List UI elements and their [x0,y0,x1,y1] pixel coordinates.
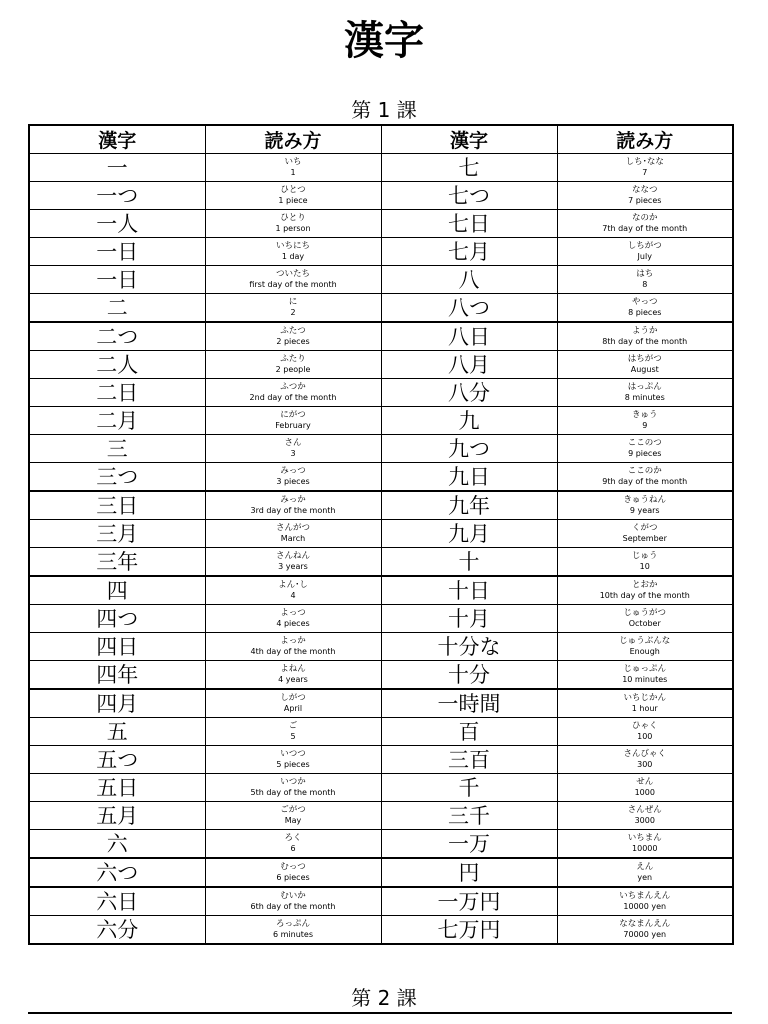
kanji-cell-right: 九 [381,407,557,435]
reading-cell-right [557,689,733,718]
kanji-cell-right: 九つ [381,435,557,463]
kanji-cell-left: 六分 [29,916,205,945]
reading-cell-right [557,154,733,182]
lesson-1-title: 第 1 課 [351,98,417,122]
reading-meaning: 9 years [629,506,660,515]
lesson-2-table-top-border [28,1012,732,1014]
table-row [29,661,733,690]
reading-meaning: 3 years [278,562,308,571]
table-row [29,802,733,830]
kanji-cell-left: 三年 [29,548,205,577]
reading-cell-right [557,520,733,548]
table-row [29,182,733,210]
reading-kana: ふたり [280,354,306,364]
reading-cell-left [205,887,381,916]
reading-cell-right [557,605,733,633]
reading-meaning: 5 [290,732,296,741]
reading-cell-left [205,605,381,633]
kanji-cell-left: 一人 [29,210,205,238]
reading-cell-left [205,238,381,266]
reading-meaning: 6 [290,844,296,853]
reading-kana: さんびゃく [623,749,666,759]
kanji-cell-left: 三月 [29,520,205,548]
kanji-cell-right: 百 [381,718,557,746]
reading-cell-left [205,802,381,830]
reading-cell-right [557,379,733,407]
reading-kana: むっつ [280,862,306,872]
reading-kana: とおか [631,580,658,590]
reading-kana: いちじかん [623,693,666,703]
reading-meaning: 6 pieces [276,873,310,882]
kanji-cell-right: 八日 [381,322,557,351]
table-row [29,294,733,323]
reading-meaning: May [284,816,302,825]
reading-meaning: 4 [290,591,296,600]
reading-meaning: 8 pieces [628,308,662,317]
reading-cell-left [205,154,381,182]
reading-cell-right [557,887,733,916]
reading-cell-right [557,774,733,802]
header-reading-right: 読み方 [557,125,733,154]
kanji-cell-right: 一万 [381,830,557,859]
reading-kana: いつか [280,777,306,787]
reading-cell-left [205,858,381,887]
reading-meaning: 10000 yen [623,902,667,911]
kanji-cell-left: 六 [29,830,205,859]
reading-kana: ようか [631,326,658,336]
table-header [29,125,733,154]
table-row [29,633,733,661]
reading-meaning: 4 pieces [276,619,310,628]
reading-meaning: 70000 yen [623,930,667,939]
kanji-cell-left: 二日 [29,379,205,407]
kanji-cell-left: 一日 [29,238,205,266]
table-row [29,887,733,916]
table-row [29,576,733,605]
reading-kana: なのか [631,213,658,223]
reading-cell-left [205,774,381,802]
reading-kana: せん [636,777,654,787]
reading-kana: にがつ [280,410,306,420]
header-kanji-right: 漢字 [381,125,557,154]
lesson-1-vocabulary-table [28,124,734,945]
reading-meaning: 8 minutes [624,393,665,402]
kanji-cell-left: 四月 [29,689,205,718]
reading-cell-left [205,463,381,492]
reading-cell-right [557,463,733,492]
reading-kana: いちまん [627,833,662,843]
reading-cell-right [557,210,733,238]
reading-kana: ここのつ [627,438,662,448]
reading-cell-left [205,210,381,238]
reading-meaning: 9 [642,421,648,430]
table-row [29,154,733,182]
kanji-cell-right: 七万円 [381,916,557,945]
table-row [29,351,733,379]
kanji-cell-right: 九月 [381,520,557,548]
reading-meaning: 3 [290,449,296,458]
reading-meaning: March [280,534,306,543]
reading-meaning: 3rd day of the month [250,506,336,515]
table-row [29,718,733,746]
reading-kana: やっつ [631,297,658,307]
kanji-cell-right: 八月 [381,351,557,379]
reading-meaning: 9 pieces [628,449,662,458]
kanji-cell-right: 八分 [381,379,557,407]
reading-kana: しがつ [280,693,306,703]
kanji-cell-left: 三つ [29,463,205,492]
reading-meaning: 7 [642,168,648,177]
reading-meaning: 3 pieces [276,477,310,486]
reading-meaning: 1 [290,168,296,177]
kanji-cell-left: 六つ [29,858,205,887]
reading-meaning: 9th day of the month [602,477,688,486]
reading-meaning: 10000 [632,844,658,853]
reading-meaning: 6 minutes [272,930,313,939]
reading-kana: ひゃく [631,721,658,731]
kanji-cell-right: 十 [381,548,557,577]
reading-kana: きゅうねん [623,495,666,505]
reading-kana: みっつ [280,466,306,476]
header-reading-left: 読み方 [205,125,381,154]
reading-kana: よん･し [278,580,308,590]
header-kanji-left: 漢字 [29,125,205,154]
reading-cell-left [205,520,381,548]
reading-meaning: 5 pieces [276,760,310,769]
reading-cell-right [557,322,733,351]
reading-cell-right [557,238,733,266]
kanji-cell-right: 十月 [381,605,557,633]
table-body [29,154,733,945]
reading-cell-right [557,182,733,210]
table-row [29,463,733,492]
reading-cell-left [205,916,381,945]
kanji-cell-right: 十分な [381,633,557,661]
reading-cell-left [205,576,381,605]
reading-meaning: 7 pieces [628,196,662,205]
header-row [29,125,733,154]
reading-kana: ご [288,721,298,731]
reading-meaning: 10 minutes [622,675,668,684]
table-row [29,830,733,859]
reading-kana: はちがつ [627,354,662,364]
reading-cell-right [557,294,733,323]
reading-kana: しちがつ [627,241,662,251]
reading-cell-right [557,548,733,577]
reading-cell-left [205,294,381,323]
reading-meaning: 1 person [275,224,311,233]
kanji-cell-right: 八つ [381,294,557,323]
reading-cell-left [205,718,381,746]
kanji-cell-left: 四つ [29,605,205,633]
reading-cell-right [557,916,733,945]
reading-meaning: 8th day of the month [602,337,688,346]
table-row [29,916,733,945]
reading-kana: よっか [280,636,306,646]
reading-kana: じゅうがつ [623,608,666,618]
reading-cell-right [557,407,733,435]
reading-meaning: 2 people [275,365,311,374]
reading-meaning: October [628,619,661,628]
kanji-cell-left: 五 [29,718,205,746]
reading-kana: よっつ [280,608,306,618]
reading-cell-left [205,548,381,577]
reading-kana: に [288,297,298,307]
kanji-cell-right: 千 [381,774,557,802]
kanji-cell-right: 七日 [381,210,557,238]
reading-kana: ひとつ [280,185,306,195]
kanji-cell-left: 一日 [29,266,205,294]
reading-cell-left [205,830,381,859]
reading-kana: じゅっぷん [623,664,666,674]
table-row [29,491,733,520]
kanji-cell-right: 三千 [381,802,557,830]
table-row [29,858,733,887]
reading-kana: いち [284,157,302,167]
document-title: 漢字 [344,18,424,64]
kanji-cell-right: 円 [381,858,557,887]
reading-cell-left [205,182,381,210]
kanji-cell-left: 五日 [29,774,205,802]
reading-meaning: September [622,534,667,543]
reading-kana: ななまんえん [619,919,671,929]
reading-cell-right [557,491,733,520]
kanji-cell-left: 六日 [29,887,205,916]
table-row [29,238,733,266]
kanji-cell-right: 十日 [381,576,557,605]
reading-meaning: 1 hour [631,704,658,713]
reading-kana: さんねん [275,551,310,561]
kanji-cell-left: 四日 [29,633,205,661]
kanji-cell-right: 七 [381,154,557,182]
table-row [29,379,733,407]
kanji-cell-right: 三百 [381,746,557,774]
lesson-2-title: 第 2 課 [351,986,417,1010]
reading-cell-right [557,435,733,463]
kanji-cell-right: 一万円 [381,887,557,916]
reading-meaning: 1 day [281,252,305,261]
reading-cell-left [205,633,381,661]
reading-kana: ふたつ [280,326,306,336]
kanji-cell-left: 一 [29,154,205,182]
kanji-cell-left: 二月 [29,407,205,435]
reading-meaning: 5th day of the month [250,788,336,797]
reading-meaning: August [630,365,659,374]
kanji-cell-left: 一つ [29,182,205,210]
reading-kana: はち [636,269,654,279]
reading-cell-right [557,718,733,746]
reading-cell-right [557,266,733,294]
reading-kana: ろく [284,833,302,843]
kanji-cell-left: 五つ [29,746,205,774]
table-row [29,774,733,802]
reading-cell-right [557,858,733,887]
reading-kana: さんぜん [627,805,662,815]
reading-cell-left [205,661,381,690]
reading-cell-left [205,491,381,520]
reading-kana: くがつ [631,523,658,533]
reading-meaning: 300 [637,760,653,769]
reading-cell-left [205,689,381,718]
reading-kana: きゅう [631,410,658,420]
kanji-cell-left: 四 [29,576,205,605]
reading-meaning: Enough [629,647,660,656]
kanji-cell-right: 七つ [381,182,557,210]
reading-kana: ろっぷん [275,919,310,929]
table-row [29,689,733,718]
kanji-cell-right: 十分 [381,661,557,690]
reading-meaning: 8 [642,280,648,289]
reading-kana: さん [284,438,302,448]
kanji-cell-right: 九日 [381,463,557,492]
reading-kana: じゅう [631,551,658,561]
table-row [29,746,733,774]
reading-cell-left [205,746,381,774]
reading-meaning: first day of the month [249,280,337,289]
reading-kana: ここのか [627,466,662,476]
reading-meaning: July [637,252,652,261]
kanji-cell-left: 二 [29,294,205,323]
table-row [29,407,733,435]
kanji-cell-left: 四年 [29,661,205,690]
reading-kana: いちにち [275,241,310,251]
reading-meaning: February [275,421,311,430]
reading-meaning: April [283,704,303,713]
reading-kana: さんがつ [275,523,310,533]
reading-meaning: 6th day of the month [250,902,336,911]
reading-kana: ごがつ [280,805,306,815]
table-row [29,322,733,351]
reading-kana: ななつ [631,185,658,195]
reading-cell-left [205,322,381,351]
reading-cell-right [557,830,733,859]
table-row [29,435,733,463]
kanji-cell-left: 三 [29,435,205,463]
reading-meaning: 1000 [634,788,655,797]
reading-kana: ひとり [280,213,306,223]
table-row [29,605,733,633]
kanji-cell-right: 八 [381,266,557,294]
reading-kana: えん [636,862,654,872]
table-row [29,266,733,294]
reading-cell-left [205,435,381,463]
reading-meaning: 2nd day of the month [249,393,337,402]
reading-kana: むいか [280,891,306,901]
reading-meaning: 100 [637,732,653,741]
reading-cell-left [205,351,381,379]
kanji-cell-right: 九年 [381,491,557,520]
reading-kana: はっぷん [627,382,662,392]
reading-meaning: 1 piece [278,196,308,205]
reading-cell-right [557,351,733,379]
reading-meaning: 2 [290,308,296,317]
reading-cell-left [205,379,381,407]
table-row [29,548,733,577]
reading-cell-left [205,407,381,435]
reading-kana: みっか [280,495,306,505]
reading-kana: ふつか [280,382,306,392]
reading-meaning: 10 [639,562,650,571]
reading-cell-right [557,746,733,774]
reading-kana: よねん [280,664,306,674]
table-row [29,520,733,548]
reading-kana: いちまんえん [619,891,671,901]
table-row [29,210,733,238]
kanji-cell-left: 二人 [29,351,205,379]
kanji-cell-right: 一時間 [381,689,557,718]
reading-meaning: 4 years [278,675,308,684]
reading-meaning: 7th day of the month [602,224,688,233]
reading-meaning: 4th day of the month [250,647,336,656]
kanji-cell-left: 二つ [29,322,205,351]
reading-meaning: 3000 [634,816,655,825]
reading-meaning: 10th day of the month [599,591,690,600]
reading-kana: いつつ [280,749,306,759]
kanji-cell-left: 三日 [29,491,205,520]
reading-kana: じゅうぶんな [619,636,671,646]
reading-cell-left [205,266,381,294]
reading-cell-right [557,661,733,690]
kanji-cell-right: 七月 [381,238,557,266]
reading-cell-right [557,802,733,830]
reading-kana: ついたち [275,269,310,279]
reading-kana: しち･なな [625,157,664,167]
reading-cell-right [557,633,733,661]
reading-meaning: yen [637,873,653,882]
kanji-cell-left: 五月 [29,802,205,830]
reading-cell-right [557,576,733,605]
reading-meaning: 2 pieces [276,337,310,346]
